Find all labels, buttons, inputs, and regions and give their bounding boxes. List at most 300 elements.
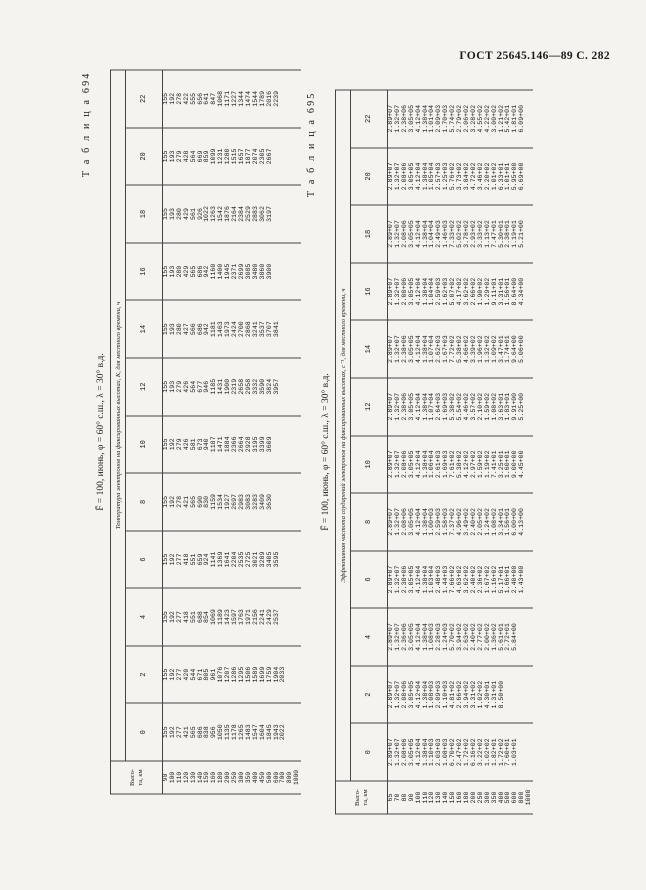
- table-cell: 7.33+02: [449, 220, 457, 248]
- table-cell: 1.10+03: [442, 680, 450, 709]
- table-cell: 1227: [231, 90, 239, 107]
- table-cell: 4.22+02: [483, 104, 491, 133]
- data-column: [388, 436, 534, 494]
- table-cell: 1.72+02: [497, 738, 505, 767]
- table-cell: 1.38+04: [421, 565, 429, 594]
- altitude-value: 600: [511, 791, 519, 804]
- altitude-value: 100: [168, 771, 176, 784]
- table-cell: 7.41+01: [490, 450, 498, 479]
- hour-header: 20: [351, 148, 388, 206]
- table-cell: 2.89+07: [387, 277, 394, 306]
- table-cell: 2074: [251, 148, 259, 165]
- altitude-value: 110: [175, 771, 183, 784]
- table-cell: 1.38+04: [421, 277, 429, 306]
- table-cell: 1181: [210, 321, 218, 338]
- table-694: [81, 70, 315, 795]
- table-cell: 427: [182, 323, 190, 336]
- table-cell: 1369: [217, 551, 225, 568]
- table-cell: 3.94+02: [456, 623, 464, 651]
- altitude-value: 100: [414, 791, 422, 804]
- table-cell: 1759: [265, 666, 273, 683]
- table-cell: 1.32+07: [393, 680, 401, 709]
- table-cell: 1945: [224, 263, 232, 280]
- altitude-value: 400: [251, 771, 259, 784]
- table-cell: 4.12+04: [414, 508, 422, 536]
- table-cell: 3824: [265, 378, 273, 395]
- hour-header: 0: [351, 723, 388, 781]
- altitude-value: 120: [428, 791, 436, 804]
- table-cell: 279: [175, 438, 183, 451]
- table-cell: 4.12+04: [414, 680, 422, 709]
- hour-header: 10: [126, 416, 163, 474]
- table-cell: 421: [182, 726, 190, 739]
- table-cell: 5.17+01: [497, 565, 505, 594]
- table-cell: 5.21+00: [518, 220, 526, 248]
- table-cell: 2868: [244, 321, 252, 338]
- hour-header: 10: [351, 436, 388, 494]
- table-cell: 1207: [224, 666, 232, 683]
- table-cell: 1.08+03: [428, 623, 436, 651]
- table-cell: 1.32+07: [393, 277, 401, 306]
- hour-header: 20: [126, 128, 163, 186]
- table-cell: 2883: [251, 206, 259, 222]
- altitude-value: 150: [203, 771, 211, 784]
- altitude-column: [388, 781, 534, 814]
- hour-header: 4: [351, 608, 388, 666]
- table-cell: 1.56+01: [504, 277, 512, 306]
- table-cell: 4.55+02: [476, 104, 484, 133]
- table-cell: 1.32+07: [393, 508, 401, 536]
- table-cell: 1.38+04: [421, 623, 429, 651]
- altitude-value: 65: [387, 793, 394, 802]
- altitude-value: 800: [286, 771, 294, 784]
- table-cell: 2.89+07: [387, 335, 394, 364]
- table-cell: 280: [175, 323, 183, 336]
- table-cell: 1884: [224, 436, 232, 453]
- table-cell: 1.31+01: [490, 680, 498, 709]
- table-cell: 9.91+00: [511, 392, 519, 421]
- table-cell: 2.38+06: [400, 104, 408, 133]
- table-cell: 942: [203, 323, 211, 336]
- table-cell: 565: [189, 726, 197, 739]
- table-cell: 155: [162, 265, 169, 278]
- table-cell: 2.64+03: [435, 392, 443, 421]
- altitude-value: 80: [400, 793, 408, 802]
- table-cell: 277: [175, 553, 183, 566]
- table-cell: 1.38+04: [421, 392, 429, 421]
- table-cell: 3595: [272, 551, 280, 568]
- altitude-value: 140: [442, 791, 450, 804]
- table-cell: 155: [162, 495, 169, 508]
- table-cell: 2.89+07: [387, 680, 394, 709]
- table-cell: 2.03+03: [435, 738, 443, 767]
- table-cell: 1.01+04: [428, 104, 436, 133]
- table-cell: 859: [203, 150, 211, 163]
- table-cell: 2.59+03: [435, 277, 443, 306]
- table-cell: 1.07+04: [428, 335, 436, 364]
- table-cell: 4.12+04: [414, 392, 422, 421]
- altitude-value: 1000: [525, 789, 533, 806]
- hour-header: 8: [126, 473, 163, 531]
- table-cell: 1.32+07: [393, 104, 401, 133]
- data-column: [388, 263, 534, 321]
- table-cell: 659: [196, 553, 204, 566]
- table-cell: 1534: [217, 493, 225, 510]
- table-cell: 1.67+03: [442, 335, 450, 364]
- table-cell: 1597: [231, 609, 239, 625]
- table-cell: 3537: [258, 321, 266, 338]
- table-cell: 1.03+01: [511, 738, 519, 767]
- table-cell: 5.30+01: [497, 220, 505, 248]
- table-cell: 8.50+00: [497, 680, 505, 709]
- table-cell: 2424: [231, 321, 239, 338]
- hour-header: 16: [126, 243, 163, 301]
- altitude-value: 1000: [293, 770, 301, 785]
- table-cell: 847: [210, 92, 218, 105]
- table-cell: 192: [168, 553, 176, 566]
- altitude-value: 350: [490, 791, 498, 804]
- table-cell: 924: [203, 553, 211, 566]
- table-cell: 565: [189, 495, 197, 508]
- table-cell: 1.01+02: [490, 162, 498, 191]
- table-cell: 2.00+02: [483, 623, 491, 651]
- table-cell: 5.76+02: [449, 162, 457, 191]
- table-cell: 3630: [265, 493, 273, 510]
- table-cell: 1876: [224, 206, 232, 222]
- table-cell: 3021: [251, 551, 259, 568]
- table-cell: 1.38+04: [421, 680, 429, 709]
- table-cell: 6.70+02: [449, 738, 457, 767]
- table-cell: 3.05+05: [407, 623, 415, 651]
- table-cell: 3480: [251, 263, 259, 280]
- table-cell: 3197: [265, 206, 273, 222]
- table-cell: 1.16+02: [490, 565, 498, 594]
- table-cell: 5.54+02: [456, 392, 464, 421]
- table-cell: 2.08+06: [400, 450, 408, 479]
- data-column: [388, 723, 534, 781]
- altitude-value: 300: [237, 771, 245, 784]
- table-cell: 2.62+03: [435, 335, 443, 364]
- table-cell: 1515: [231, 148, 239, 165]
- table-cell: 2535: [237, 551, 245, 568]
- table-cell: 1.32+07: [393, 738, 401, 767]
- table-cell: 2.61+03: [435, 450, 443, 479]
- table-cell: 1506: [244, 666, 252, 683]
- table-cell: 2.48+03: [435, 565, 443, 594]
- table-cell: 1.83+01: [504, 392, 512, 421]
- table-cell: 1.59+02: [483, 392, 491, 421]
- table-caption: F̄ = 100, июнь, φ = 60° с.ш., λ = 30° в.д.: [96, 353, 106, 511]
- data-column: [388, 493, 534, 551]
- table-cell: 4.12+04: [414, 277, 422, 306]
- table-cell: 1763: [237, 609, 245, 625]
- table-cell: 2.09+03: [435, 104, 443, 133]
- data-column: [163, 185, 302, 243]
- table-cell: 2.66+02: [469, 277, 477, 306]
- table-cell: 1657: [237, 148, 245, 165]
- table-cell: 2.40+00: [511, 565, 519, 594]
- table-cell: 2.77+02: [476, 623, 484, 651]
- table-cell: 1286: [231, 666, 239, 683]
- table-cell: 3.84+02: [462, 162, 470, 191]
- table-cell: 2664: [237, 436, 245, 453]
- table-cell: 1.10+03: [428, 738, 436, 767]
- hour-header: 22: [126, 70, 163, 128]
- table-cell: 2.47+02: [456, 738, 464, 767]
- table-cell: 2.40+02: [469, 623, 477, 651]
- table-cell: 5.74+02: [449, 104, 457, 133]
- table-cell: 3609: [265, 436, 273, 453]
- table-cell: 1463: [217, 321, 225, 338]
- table-cell: 1231: [217, 148, 225, 165]
- altitude-value: 110: [421, 791, 429, 804]
- table-cell: 1.32+07: [393, 623, 401, 651]
- table-cell: 2700: [237, 321, 245, 338]
- data-column: [388, 551, 534, 609]
- data-column: [163, 588, 302, 646]
- altitude-value: 160: [456, 791, 464, 804]
- data-table: [335, 90, 533, 815]
- table-cell: 7.47+01: [490, 220, 498, 248]
- table-cell: 3289: [258, 551, 266, 568]
- table-cell: 3.05+05: [407, 162, 415, 191]
- standard-number: ГОСТ 25645.146—89 С. 282: [459, 50, 610, 62]
- table-cell: 1.38+04: [421, 220, 429, 248]
- table-cell: 3.05+05: [407, 335, 415, 364]
- table-cell: 2.08+06: [400, 162, 408, 191]
- table-cell: 3399: [258, 436, 266, 453]
- table-cell: 1022: [203, 206, 211, 222]
- table-cell: 838: [203, 726, 211, 739]
- table-body-row: [163, 70, 302, 794]
- table-cell: 2.38+06: [400, 565, 408, 594]
- table-cell: 192: [168, 611, 176, 623]
- table-cell: 1.05+04: [428, 162, 436, 191]
- altitude-value: 200: [469, 791, 477, 804]
- altitude-value: 150: [449, 791, 457, 804]
- altitude-column: [163, 761, 302, 794]
- table-cell: 1.08+02: [490, 508, 498, 536]
- table-cell: 1171: [224, 90, 232, 107]
- data-column: [163, 473, 302, 531]
- table-cell: 686: [196, 265, 204, 278]
- table-cell: 1.08+02: [490, 392, 498, 421]
- table-cell: 2.93+02: [469, 220, 477, 248]
- table-cell: 6.16+02: [469, 738, 477, 767]
- table-cell: 277: [175, 726, 183, 739]
- table-cell: 2.79+02: [456, 104, 464, 133]
- table-cell: 1.00+03: [428, 508, 436, 536]
- table-cell: 2.28+03: [435, 623, 443, 651]
- table-cell: 155: [162, 438, 169, 451]
- table-cell: 5.84+00: [511, 623, 519, 651]
- table-cell: 5.61+01: [497, 623, 505, 651]
- table-cell: 2.89+07: [387, 162, 394, 191]
- table-cell: 193: [168, 208, 176, 220]
- table-cell: 1973: [224, 321, 232, 338]
- data-column: [163, 300, 302, 358]
- hour-header: 0: [126, 703, 163, 761]
- data-column: [163, 128, 302, 186]
- table-cell: 2429: [265, 609, 273, 625]
- altitude-header: Высо- та, км: [336, 781, 388, 814]
- altitude-value: 250: [476, 791, 484, 804]
- table-cell: 946: [203, 380, 211, 393]
- table-cell: 3.05+05: [407, 508, 415, 536]
- table-cell: 3.33+02: [476, 220, 484, 248]
- table-cell: 3.49+02: [462, 508, 470, 536]
- table-cell: 6.69+00: [518, 162, 526, 191]
- data-column: [388, 666, 534, 724]
- table-cell: 5.38+02: [449, 392, 457, 421]
- altitude-value: 130: [189, 771, 197, 784]
- table-cell: 2.38+01: [504, 220, 512, 248]
- table-cell: 6.00+00: [511, 508, 519, 536]
- altitude-value: 140: [196, 771, 204, 784]
- table-cell: 2.08+06: [400, 220, 408, 248]
- table-cell: 3.05+05: [407, 565, 415, 594]
- table-cell: 3.78+02: [462, 220, 470, 248]
- table-cell: 1.82+01: [490, 738, 498, 767]
- table-cell: 3.05+05: [407, 104, 415, 133]
- table-cell: 155: [162, 380, 169, 393]
- table-cell: 1189: [217, 609, 225, 625]
- table-cell: 1471: [217, 436, 225, 453]
- table-cell: 956: [210, 726, 218, 739]
- table-cell: 544: [189, 668, 197, 681]
- table-cell: 3.63+01: [497, 392, 505, 421]
- hour-header: 12: [351, 378, 388, 436]
- altitude-value: 130: [435, 791, 443, 804]
- table-cell: 555: [189, 92, 197, 105]
- table-cell: 2.20+02: [483, 162, 491, 191]
- table-cell: 7.37+02: [449, 508, 457, 536]
- table-cell: 1160: [210, 263, 218, 280]
- hour-header: 22: [351, 90, 388, 148]
- table-cell: 1544: [251, 90, 259, 107]
- table-cell: 1.66+01: [504, 565, 512, 594]
- table-cell: 3.94+02: [462, 680, 470, 709]
- table-cell: 3.73+02: [456, 162, 464, 191]
- table-cell: 805: [203, 668, 211, 681]
- table-cell: 2537: [272, 609, 280, 625]
- table-cell: 2319: [231, 378, 239, 395]
- table-cell: 1135: [224, 724, 232, 741]
- table-cell: 3900: [265, 263, 273, 280]
- table-cell: 1542: [217, 206, 225, 222]
- table-cell: 671: [196, 668, 204, 681]
- table-cell: 1.06+04: [428, 450, 436, 479]
- altitude-value: 800: [518, 791, 526, 804]
- table-cell: 3085: [244, 263, 252, 280]
- table-cell: 1.44+03: [442, 565, 450, 594]
- table-cell: 3.31+02: [469, 680, 477, 709]
- data-column: [163, 703, 302, 761]
- table-cell: 4.17+02: [456, 277, 464, 306]
- table-cell: 2667: [265, 148, 273, 165]
- table-cell: 2.08+06: [400, 680, 408, 709]
- data-column: [388, 320, 534, 378]
- table-cell: 155: [162, 726, 169, 739]
- table-cell: 2.38+06: [400, 392, 408, 421]
- altitude-value: 90: [162, 773, 169, 782]
- table-cell: 429: [182, 265, 190, 278]
- table-cell: 551: [189, 611, 197, 623]
- table-cell: 1187: [210, 436, 218, 453]
- table-cell: 192: [168, 726, 176, 739]
- table-cell: 3841: [272, 321, 280, 338]
- table-cell: 1641: [224, 551, 232, 568]
- table-cell: 279: [175, 150, 183, 163]
- table-cell: 5.95+00: [511, 162, 519, 191]
- table-cell: 677: [196, 380, 204, 393]
- table-cell: 4.34+00: [518, 277, 526, 306]
- table-cell: 7.72+02: [449, 335, 457, 364]
- table-cell: 2.06+02: [462, 104, 470, 133]
- table-cell: 3195: [251, 436, 259, 453]
- table-cell: 5.06+00: [518, 335, 526, 364]
- table-cell: 1877: [244, 148, 252, 165]
- table-cell: 1400: [217, 263, 225, 280]
- table-cell: 2.08+06: [400, 277, 408, 306]
- table-cell: 1.58+03: [442, 508, 450, 536]
- table-cell: 2371: [231, 263, 239, 280]
- table-cell: 193: [168, 265, 176, 278]
- table-cell: 3.39+02: [469, 335, 477, 364]
- table-cell: 1.69+03: [442, 450, 450, 479]
- local-time-header: Температура электронов на фиксированных высотах, К, для местного времени, ч: [111, 70, 126, 761]
- table-cell: 280: [175, 265, 183, 278]
- table-cell: 193: [168, 380, 176, 393]
- table-cell: 686: [196, 323, 204, 336]
- table-cell: 2.38+06: [400, 335, 408, 364]
- table-cell: 673: [196, 438, 204, 451]
- table-cell: 193: [168, 323, 176, 336]
- table-cell: 2022: [279, 724, 287, 741]
- table-cell: 1.29+02: [483, 277, 491, 306]
- table-cell: 3.05+05: [407, 220, 415, 248]
- table-cell: 2.89+07: [387, 104, 394, 133]
- table-cell: 2958: [244, 378, 252, 395]
- local-time-header: Эффективная частота соударений электронов на фиксированных высотах, с⁻¹, для местного времени, ч: [336, 90, 351, 781]
- table-cell: 1.09+02: [490, 335, 498, 364]
- table-cell: 4.30+01: [483, 680, 491, 709]
- table-cell: 2.36+02: [476, 565, 484, 594]
- hour-header: 14: [351, 320, 388, 378]
- table-cell: 6.09+00: [518, 104, 526, 133]
- table-cell: 3.00+02: [490, 104, 498, 133]
- table-cell: 1.24+02: [483, 508, 491, 536]
- table-cell: 4.46+02: [462, 392, 470, 421]
- altitude-value: 450: [258, 771, 266, 784]
- table-cell: 854: [203, 611, 211, 623]
- table-cell: 1.24+03: [442, 623, 450, 651]
- table-cell: 1.21+02: [497, 104, 505, 133]
- hour-header: 12: [126, 358, 163, 416]
- altitude-value: 300: [483, 791, 491, 804]
- table-cell: 1265: [237, 724, 245, 741]
- table-cell: 8.64+00: [511, 277, 519, 306]
- table-cell: 5.38+02: [456, 335, 464, 364]
- table-cell: 1.90+02: [476, 277, 484, 306]
- table-cell: 561: [189, 208, 197, 220]
- table-cell: 9.11+01: [490, 277, 498, 306]
- altitude-value: 600: [272, 771, 280, 784]
- table-cell: 3860: [258, 263, 266, 280]
- table-cell: 4.96+02: [456, 508, 464, 536]
- table-cell: 3409: [258, 493, 266, 510]
- table-cell: 4.63+02: [456, 565, 464, 594]
